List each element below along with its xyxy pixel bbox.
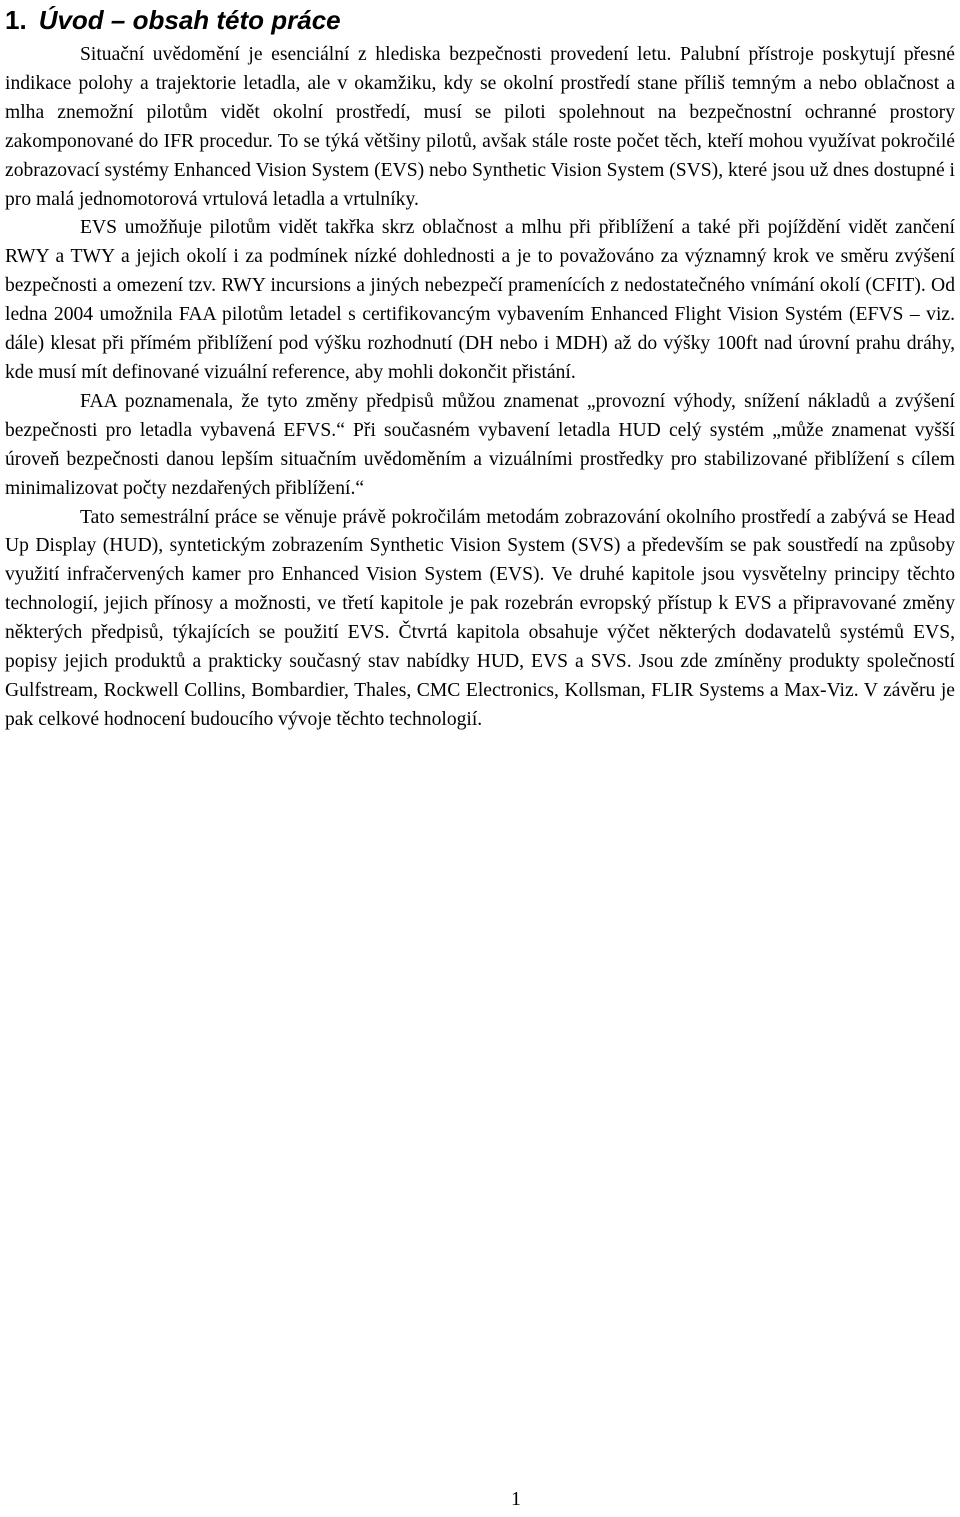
- document-page: [5, 0, 955, 735]
- paragraph-3: FAA poznamenala, že tyto změny předpisů můžou znamenat „provozní výhody, snížení nákladů a zvýšení bezpečnosti pro letadla vybavená EFVS.“ Při současném vybavení letadla HUD celý systém „může znamenat vyšší úroveň bezpečnosti danou lepším situačním uvědoměním a vizuálními prostředky pro stabilizované přiblížení s cílem minimalizovat počty nezdařených přiblížení.“: [5, 390, 955, 499]
- paragraph-4: Tato semestrální práce se věnuje právě pokročilám metodám zobrazování okolního prostředí a zabývá se Head Up Display (HUD), syntetickým zobrazením Synthetic Vision System (SVS) a především se pak soustředí na způsoby využití infračervených kamer pro Enhanced Vision System (EVS). Ve druhé kapitole jsou vysvětelny principy těchto technologií, jejich přínosy a možnosti, ve třetí kapitole je pak rozebrán evropský přístup k EVS a připravované změny některých předpisů, týkajících se použití EVS. Čtvrtá kapitola obsahuje výčet některých dodavatelů systémů EVS, popisy jejich produktů a prakticky současný stav nabídky HUD, EVS a SVS. Jsou zde zmíněny produkty společností Gulfstream, Rockwell Collins, Bombardier, Thales, CMC Electronics, Kollsman, FLIR Systems a Max-Viz. V závěru je pak celkové hodnocení budoucího vývoje těchto technologií.: [5, 506, 955, 730]
- chapter-title: Úvod – obsah této práce: [38, 5, 341, 35]
- chapter-heading: [5, 3, 955, 37]
- chapter-number: 1.: [5, 5, 27, 35]
- paragraph-1: Situační uvědomění je esenciální z hlediska bezpečnosti provedení letu. Palubní přístroje poskytují přesné indikace polohy a trajektorie letadla, ale v okamžiku, kdy se okolní prostředí stane příliš temným a nebo oblačnost a mlha znemožní pilotům vidět okolní prostředí, musí se piloti spolehnout na bezpečnostní ochranné prostory zakomponované do IFR procedur. To se týká většiny pilotů, avšak stále roste počet těch, kteří mohou využívat pokročilé zobrazovací systémy Enhanced Vision System (EVS) nebo Synthetic Vision System (SVS), které jsou už dnes dostupné i pro malá jednomotorová vrtulová letadla a vrtulníky.: [5, 44, 955, 210]
- paragraph-2: EVS umožňuje pilotům vidět takřka skrz oblačnost a mlhu při přiblížení a také při pojíždění vidět zančení RWY a TWY a jejich okolí i za podmínek nízké dohlednosti a je to považováno za významný krok ve směru zvýšení bezpečnosti a omezení tzv. RWY incursions a jiných nebezpečí pramenících z nedostatečného vnímání okolí (CFIT). Od ledna 2004 umožnila FAA pilotům letadel s certifikovancým vybavením Enhanced Flight Vision Systém (EFVS – viz. dále) klesat při přímém přiblížení pod výšku rozhodnutí (DH nebo i MDH) až do výšky 100ft nad úrovní prahu dráhy, kde musí mít definované vizuální reference, aby mohli dokončit přistání.: [5, 217, 955, 383]
- page-number: 1: [511, 1488, 521, 1510]
